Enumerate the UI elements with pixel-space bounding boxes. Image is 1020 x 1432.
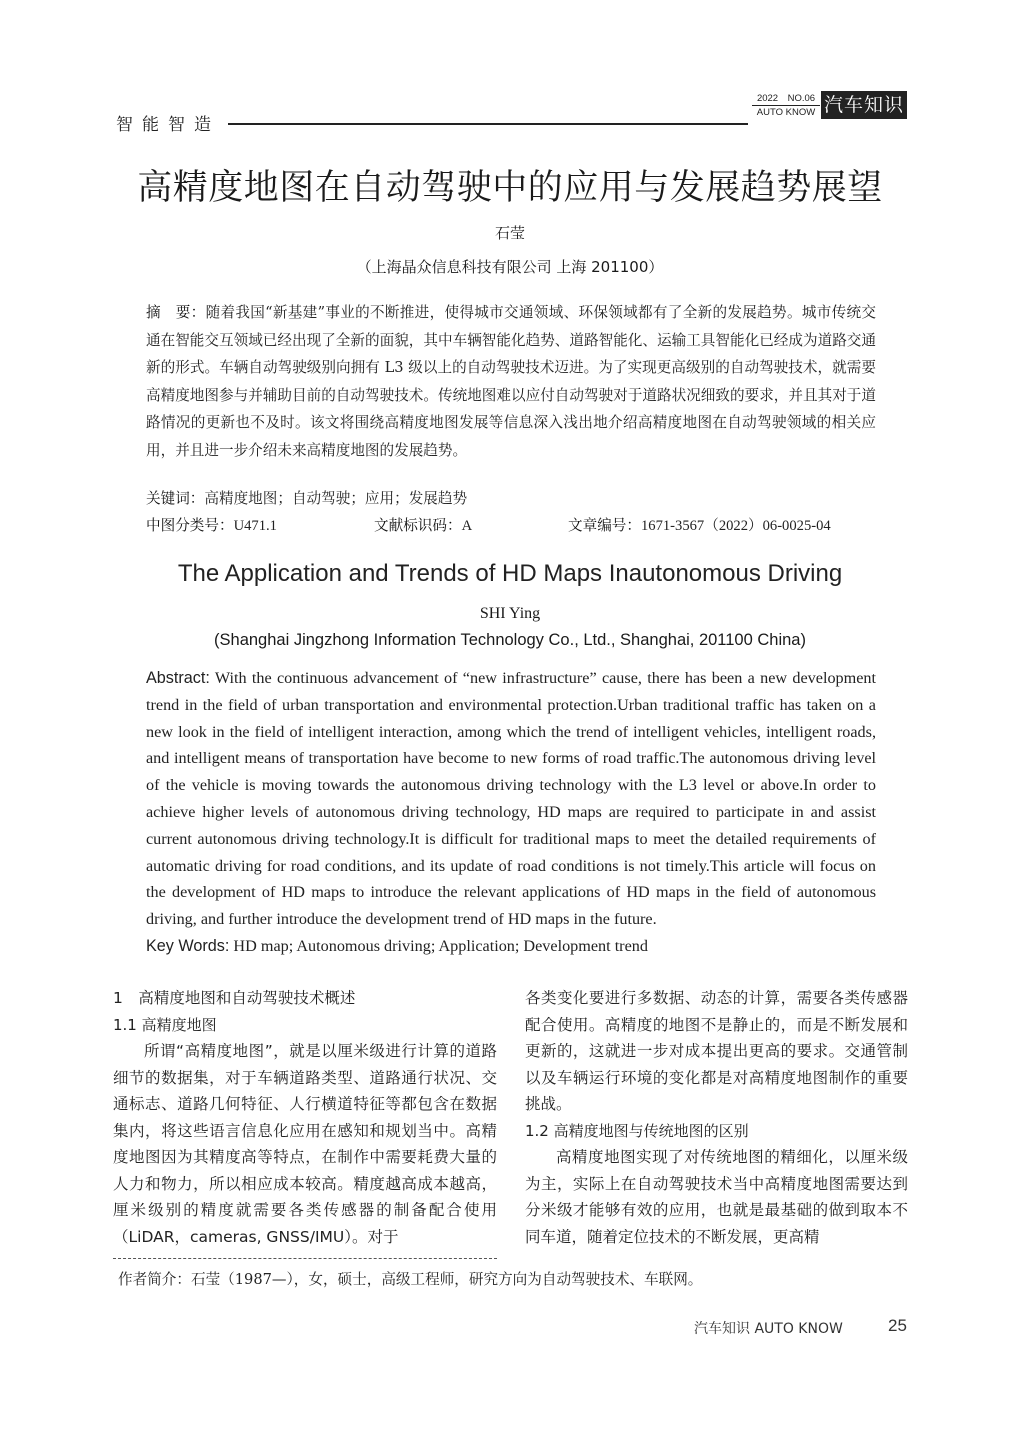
affiliation-cn: （上海晶众信息科技有限公司 上海 201100） bbox=[356, 258, 664, 276]
paper-title-cn: 高精度地图在自动驾驶中的应用与发展趋势展望 bbox=[137, 168, 883, 208]
author-footnote: 作者简介：石莹（1987—），女，硕士，高级工程师，研究方向为自动驾驶技术、车联网。 bbox=[118, 1271, 703, 1288]
clc-label: 中图分类号： bbox=[146, 517, 234, 534]
abstract-cn bbox=[146, 299, 876, 464]
author-en: SHI Ying bbox=[479, 605, 541, 622]
keywords-cn bbox=[146, 487, 876, 511]
abstract-cn-text: 随着我国“新基建”事业的不断推进，使得城市交通领域、环保领域都有了全新的发展趋势。城市传统交通在智能交互领域已经出现了全新的面貌，其中车辆智能化趋势、道路智能化、运输工具智能化已经成为道路交通新的形式。车辆自动驾驶级别向拥有 L3 级以上的自动驾驶技术迈进。为了实现更高级别的自动驾驶技术，就需要高精度地图参与并辅助目前的自动驾驶技术。传统地图难以应付自动驾驶对于道路状况细致的要求，并且其对于道路情况的更新也不及时。该文将围绕高精度地图发展等信息深入浅出地介绍高精度地图在自动驾驶领域的相关应用，并且进一步介绍未来高精度地图的发展趋势。 bbox=[146, 304, 876, 459]
footnote-divider bbox=[113, 1258, 497, 1259]
article-number-value: 1671-3567（2022）06-0025-04 bbox=[640, 518, 831, 534]
subsection-heading-1-2: 1.2 高精度地图与传统地图的区别 bbox=[525, 1121, 749, 1140]
issue-info bbox=[752, 93, 820, 118]
keywords-en-text: HD map; Autonomous driving; Application; Development trend bbox=[229, 937, 648, 955]
magazine-badge: 汽车知识 bbox=[821, 91, 907, 119]
paragraph-1-2: 高精度地图实现了对传统地图的精细化，以厘米级为主，实际上在自动驾驶技术当中高精度地图需要达到分米级才能够有效的应用，也就是最基础的做到取本不同车道，随着定位技术的不断发展，更高精 bbox=[525, 1148, 908, 1246]
clc-number bbox=[146, 513, 277, 539]
issue-number: 2022 NO.06 bbox=[752, 93, 820, 106]
abstract-en bbox=[146, 665, 876, 933]
document-code-value: A bbox=[461, 518, 473, 534]
classification-row bbox=[146, 513, 876, 539]
keywords-cn-text: 高精度地图；自动驾驶；应用；发展趋势 bbox=[204, 490, 468, 507]
page-number: 25 bbox=[888, 1316, 907, 1335]
abstract-cn-label: 摘 要： bbox=[146, 304, 206, 321]
abstract-en-label: Abstract: bbox=[146, 669, 210, 687]
issue-magazine-en: AUTO KNOW bbox=[756, 107, 816, 118]
keywords-cn-label: 关键词： bbox=[146, 490, 205, 507]
author-cn: 石莹 bbox=[494, 224, 525, 242]
clc-value: U471.1 bbox=[233, 518, 277, 534]
body-column-right bbox=[525, 985, 908, 1250]
keywords-en-label: Key Words: bbox=[146, 937, 230, 955]
article-number-label: 文章编号： bbox=[568, 517, 641, 534]
document-code-label: 文献标识码： bbox=[374, 517, 462, 534]
paragraph-1-1-continued: 各类变化要进行多数据、动态的计算，需要各类传感器配合使用。高精度的地图不是静止的，而是不断发展和更新的，这就进一步对成本提出更高的要求。交通管制以及车辆运行环境的变化都是对高精度地图制作的重要挑战。 bbox=[525, 989, 908, 1113]
footer-magazine: 汽车知识 AUTO KNOW bbox=[694, 1321, 843, 1337]
article-number bbox=[568, 513, 831, 539]
body-column-left bbox=[113, 985, 497, 1250]
abstract-en-text: With the continuous advancement of “new infrastructure” cause, there has been a new development trend in the field of urban transportation and environmental protection.Urban traditional traffic has taken on a new look in the field of intelligent interaction, among which the trend of intelligent vehicles, intelligent roads, and intelligent means of transportation have become to new forms of road traffic.The autonomous driving level of the vehicle is moving towards the autonomous driving technology with the L3 level or above.In order to achieve higher levels of autonomous driving technology, HD maps are required to participate in and assist current autonomous driving technology.It is difficult for traditional maps to meet the detailed requirements of automatic driving for road conditions, and its update of road conditions is not timely.This article will focus on the development of HD maps to introduce the relevant applications of HD maps in the field of autonomous driving, and further introduce the development trend of HD maps in the future. bbox=[146, 669, 876, 929]
header-rule bbox=[228, 123, 748, 125]
keywords-en bbox=[146, 933, 876, 959]
affiliation-en: (Shanghai Jingzhong Information Technology Co., Ltd., Shanghai, 201100 China) bbox=[214, 631, 806, 649]
subsection-heading-1-1: 1.1 高精度地图 bbox=[113, 1015, 217, 1034]
paper-title-en: The Application and Trends of HD Maps Inautonomous Driving bbox=[177, 560, 843, 587]
paragraph-1-1: 所谓“高精度地图”，就是以厘米级进行计算的道路细节的数据集，对于车辆道路类型、道路通行状况、交通标志、道路几何特征、人行横道特征等都包含在数据集内，将这些语言信息化应用在感知和规划当中。高精度地图因为其精度高等特点，在制作中需要耗费大量的人力和物力，所以相应成本较高。精度越高成本越高，厘米级别的精度就需要各类传感器的制备配合使用（LiDAR，cameras, GNSS/IMU）。对于 bbox=[113, 1042, 497, 1246]
section-label: 智能智造 bbox=[116, 115, 220, 135]
section-heading-1: 1 高精度地图和自动驾驶技术概述 bbox=[113, 989, 356, 1007]
document-code bbox=[374, 513, 472, 539]
